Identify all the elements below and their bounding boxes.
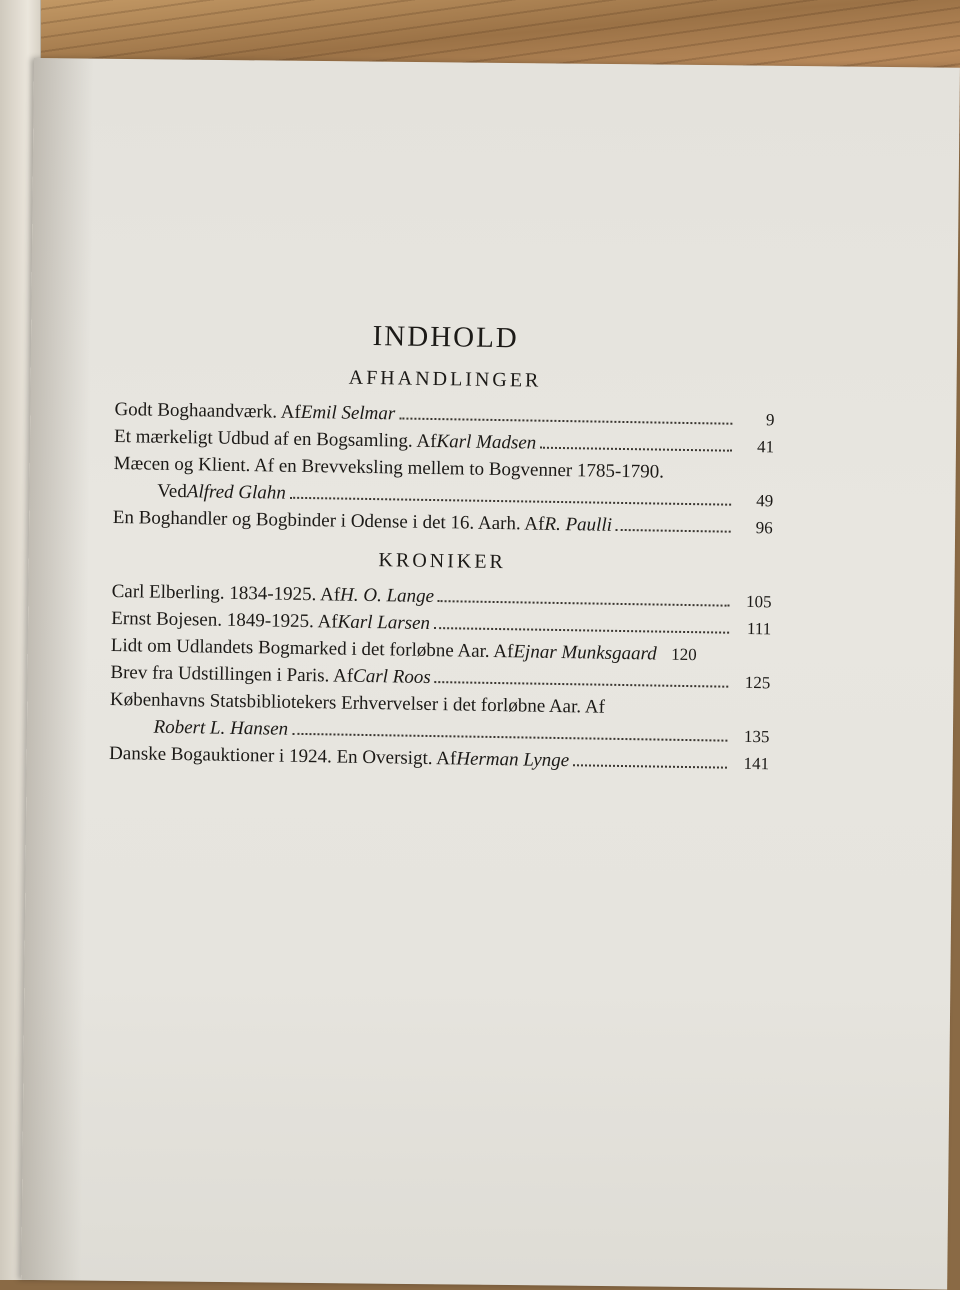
page-title: INDHOLD [115, 316, 775, 359]
page-gutter-shadow [21, 58, 94, 1281]
entry-title: Ernst Bojesen. 1849-1925. Af [111, 605, 338, 636]
entry-title: Et mærkeligt Udbud af en Bogsamling. Af [114, 423, 437, 455]
dot-leader [573, 764, 727, 768]
entry-title: En Boghandler og Bogbinder i Odense i det 16. Aarh. Af [113, 504, 545, 538]
dot-leader [434, 627, 729, 634]
entry-page-number: 105 [735, 588, 771, 616]
entry-author: Ejnar Munksgaard [513, 638, 657, 667]
dot-leader [399, 417, 732, 424]
dot-leader [438, 600, 730, 607]
entry-author: Carl Roos [353, 663, 431, 691]
entry-title: Københavns Statsbibliotekers Erhvervelser i det forløbne Aar. Af [110, 686, 605, 721]
entry-author: Alfred Glahn [187, 478, 286, 507]
entry-title: Lidt om Udlandets Bogmarked i det forløbne Aar. Af [111, 632, 514, 665]
entry-page-number: 96 [737, 514, 773, 542]
entry-title: Danske Bogauktioner i 1924. En Oversigt. Af [109, 740, 457, 772]
section-heading-afhandlinger: AFHANDLINGER [115, 363, 775, 396]
dot-leader [292, 733, 727, 742]
entry-title: Brev fra Udstillingen i Paris. Af [110, 659, 353, 690]
entry-author: Robert L. Hansen [153, 714, 288, 743]
dot-leader [616, 529, 731, 533]
entry-page-number: 120 [661, 641, 697, 669]
entry-page-number: 125 [734, 669, 770, 697]
entry-author: H. O. Lange [340, 582, 434, 610]
entry-page-number: 41 [738, 433, 774, 461]
entry-author: Emil Selmar [301, 399, 396, 427]
dot-leader [290, 497, 731, 506]
entry-title: Godt Boghaandværk. Af [114, 396, 301, 426]
entry-page-number: 135 [733, 723, 769, 751]
entry-author: Herman Lynge [456, 745, 569, 774]
entry-page-number: 141 [733, 750, 769, 778]
entry-author: Karl Larsen [337, 609, 430, 637]
section-heading-kroniker: KRONIKER [112, 545, 772, 578]
entry-author: Karl Madsen [436, 428, 536, 457]
entry-page-number: 9 [738, 406, 774, 434]
entry-title: Carl Elberling. 1834-1925. Af [111, 578, 340, 609]
dot-leader [435, 681, 729, 688]
entry-author: R. Paulli [544, 511, 612, 539]
entry-title-continued: Ved [157, 478, 187, 505]
table-of-contents [109, 316, 776, 777]
entry-page-number: 49 [737, 487, 773, 515]
entry-title: Mæcen og Klient. Af en Brevveksling mellem to Bogvenner 1785-1790. [113, 450, 664, 486]
entry-page-number: 111 [735, 615, 771, 643]
dot-leader [540, 447, 732, 452]
